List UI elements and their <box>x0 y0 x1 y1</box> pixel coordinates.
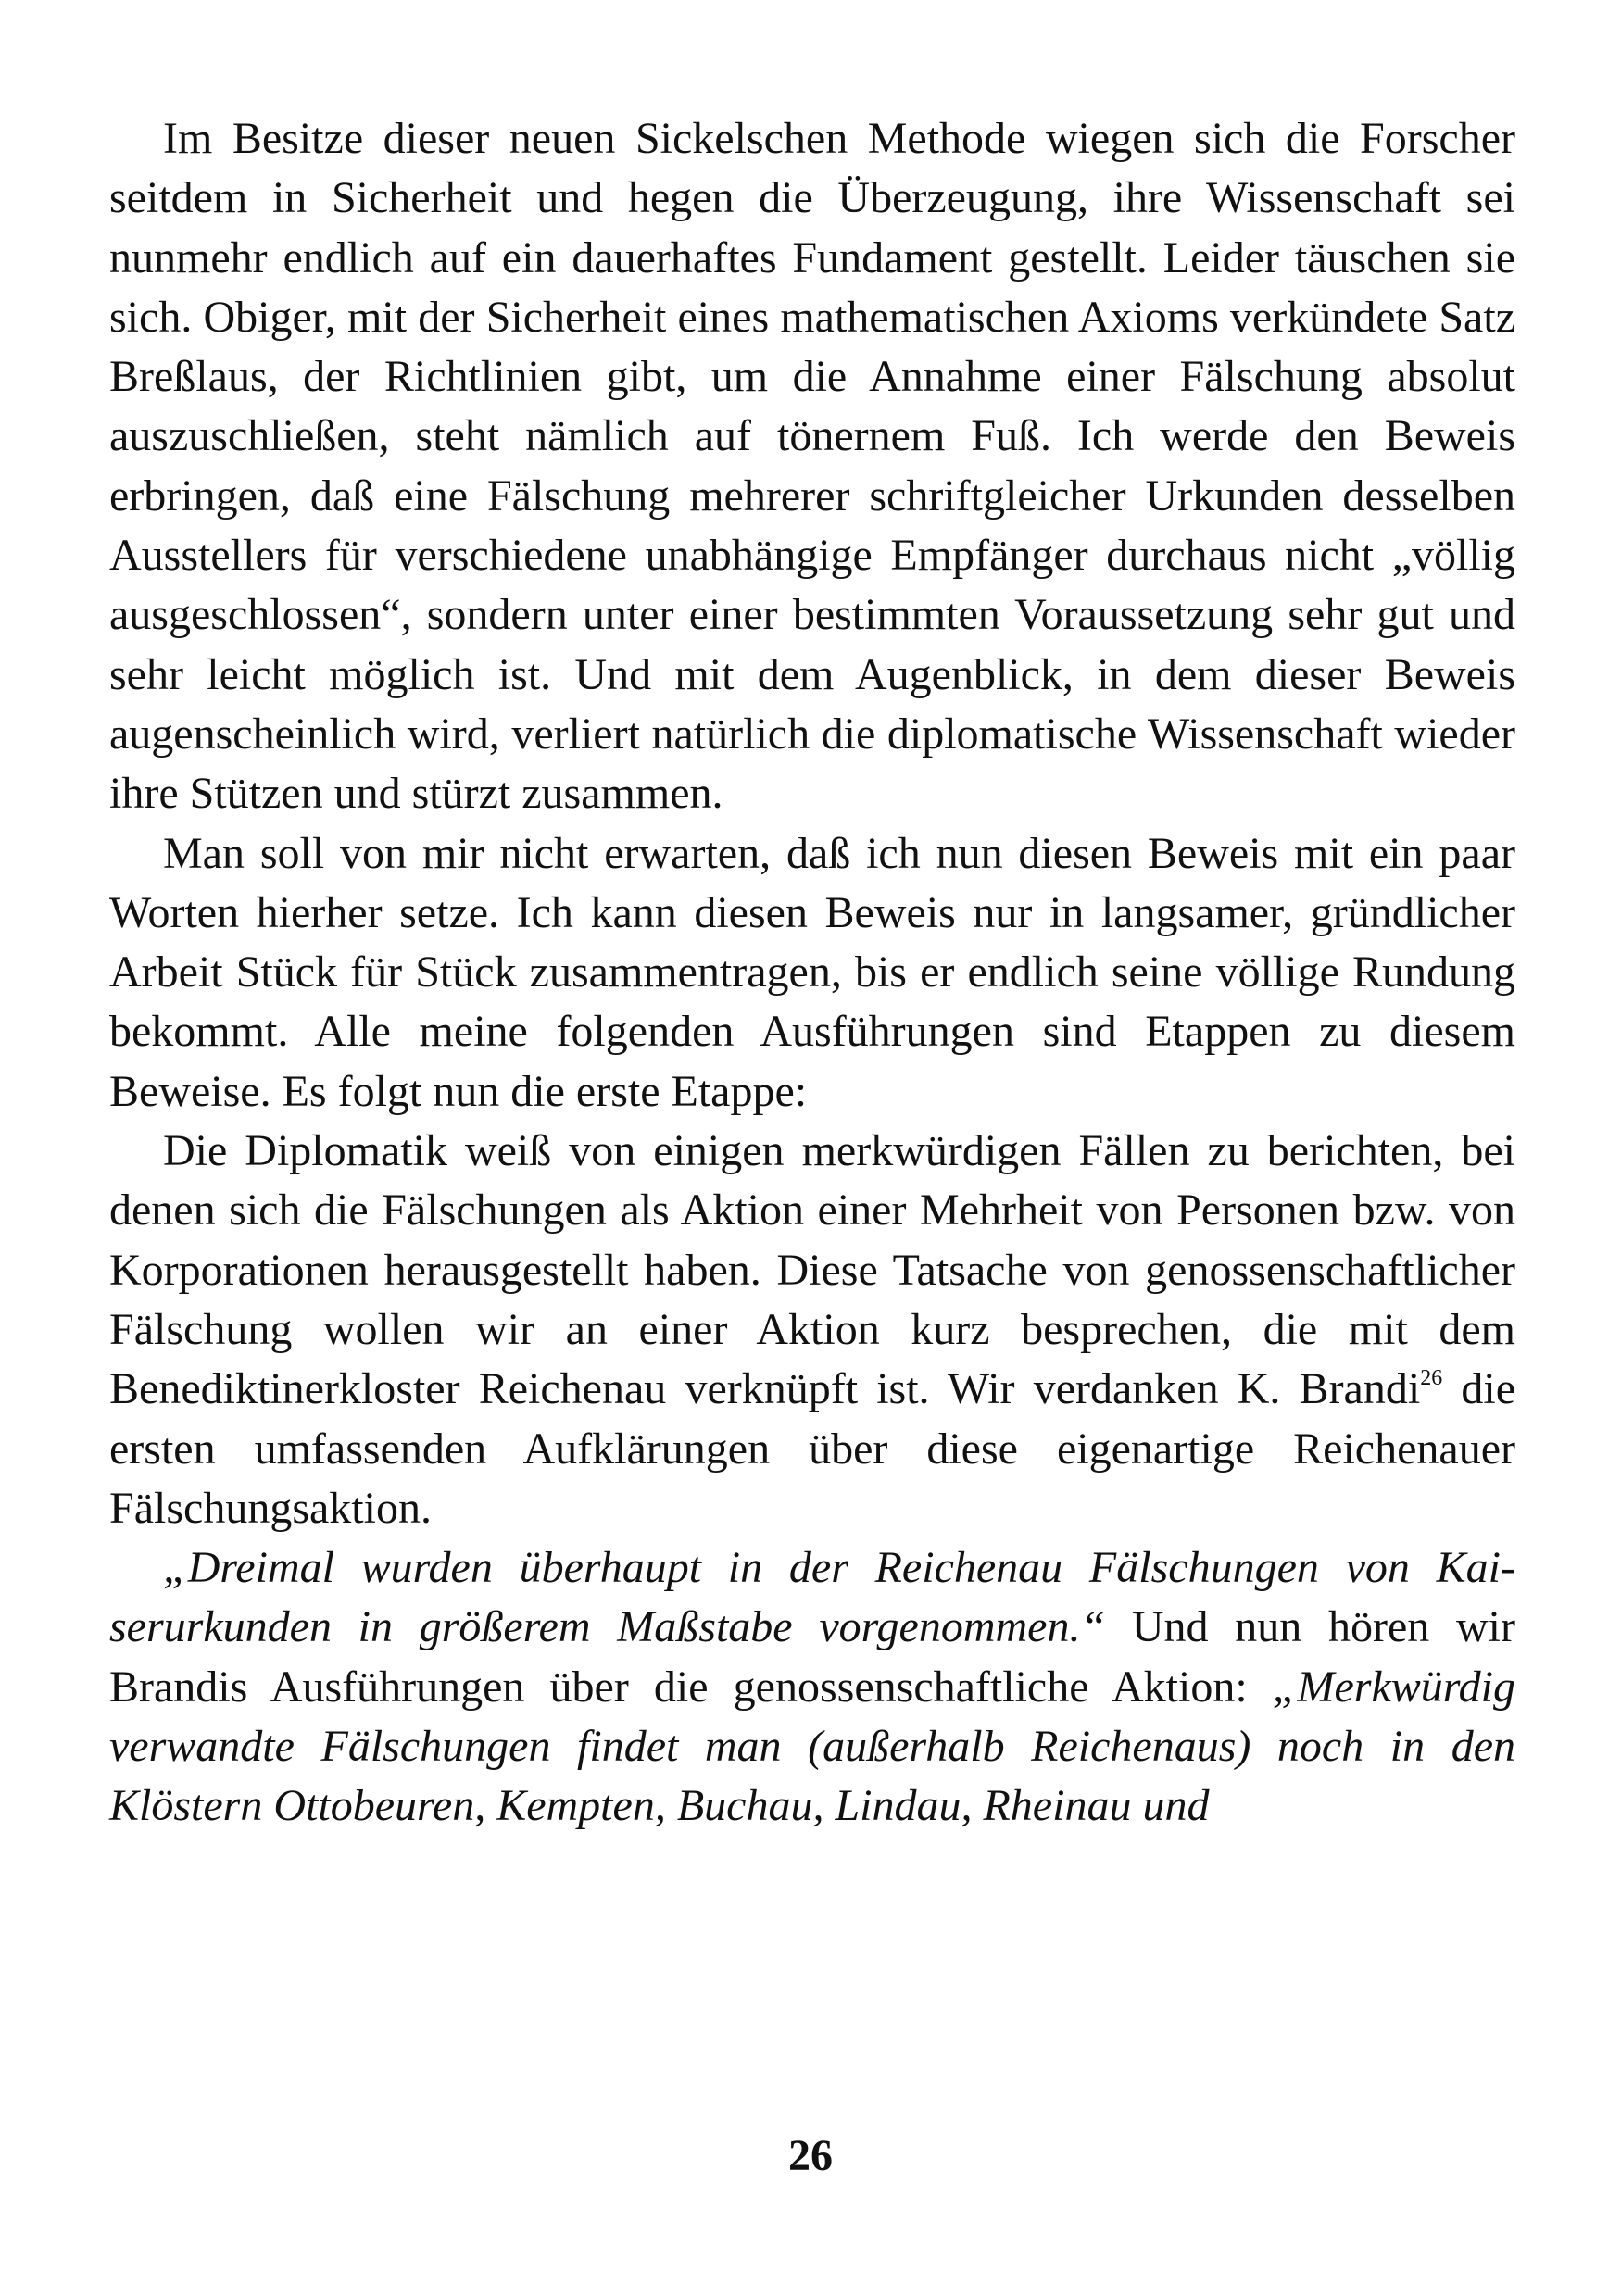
paragraph-3-text-after-footnote: die ersten umfassenden Aufklärungen über diese eigenartige Reichenauer Fälschungsaktion. <box>109 1364 1515 1533</box>
paragraph-2 <box>109 824 1515 1122</box>
paragraph-4 <box>109 1538 1515 1836</box>
paragraph-4-text: Und nun hören wir Brandis Ausführungen über die genossenschaftliche Aktion: <box>109 1602 1515 1712</box>
page-number: 26 <box>788 2131 833 2180</box>
page-body <box>109 109 1515 1837</box>
paragraph-3 <box>109 1122 1515 1538</box>
quotation-2: „Merkwürdig verwandte Fälschungen findet man (außerhalb Reichenaus) noch in den Klöstern Ottobeuren, Kempten, Buchau, Lindau, Rheinau und <box>109 1662 1515 1831</box>
footnote-marker: 26 <box>1420 1366 1443 1391</box>
paragraph-2-text: Man soll von mir nicht erwarten, daß ich nun diesen Beweis mit ein paar Worten hierher setze. Ich kann diesen Beweis nur in langsamer, gründlicher Arbeit Stück für Stück zusammentragen, bis er endlich seine völlige Rundung bekommt. Alle meine folgenden Ausführungen sind Etappen zu diesem Beweise. Es folgt nun die erste Etappe: <box>109 828 1515 1116</box>
paragraph-3-text-before-footnote: Die Diplomatik weiß von einigen merkwürdigen Fällen zu berichten, bei denen sich die Fälschungen als Aktion einer Mehrheit von Personen bzw. von Korporationen herausgestellt haben. Diese Tatsache von genossenschaftlicher Fälschung wollen wir an einer Aktion kurz besprechen, die mit dem Benediktinerkloster Reichenau verknüpft ist. Wir verdanken K. Brandi <box>109 1126 1515 1414</box>
paragraph-1 <box>109 109 1515 824</box>
quotation-1: „Dreimal wurden überhaupt in der Reichenau Fälschungen von Kaiserurkunden in größerem Maßstabe vorgenommen.“ <box>109 1543 1515 1652</box>
paragraph-1-text: Im Besitze dieser neuen Sickelschen Methode wiegen sich die Forscher seitdem in Sicherheit und hegen die Überzeugung, ihre Wissenschaft sei nunmehr endlich auf ein dauerhaftes Fundament gestellt. Leider täuschen sie sich. Obiger, mit der Sicherheit eines mathematischen Axioms verkündete Satz Breßlaus, der Richtlinien gibt, um die Annahme einer Fälschung absolut auszuschließen, steht nämlich auf tönernem Fuß. Ich werde den Beweis erbringen, daß eine Fälschung mehrerer schriftgleicher Urkunden desselben Ausstellers für verschiedene unabhängige Empfänger durchaus nicht „völlig ausgeschlossen“, sondern unter einer bestimmten Voraussetzung sehr gut und sehr leicht möglich ist. Und mit dem Augenblick, in dem dieser Beweis augenscheinlich wird, verliert natürlich die diplomatische Wissenschaft wieder ihre Stützen und stürzt zusammen. <box>109 114 1515 819</box>
